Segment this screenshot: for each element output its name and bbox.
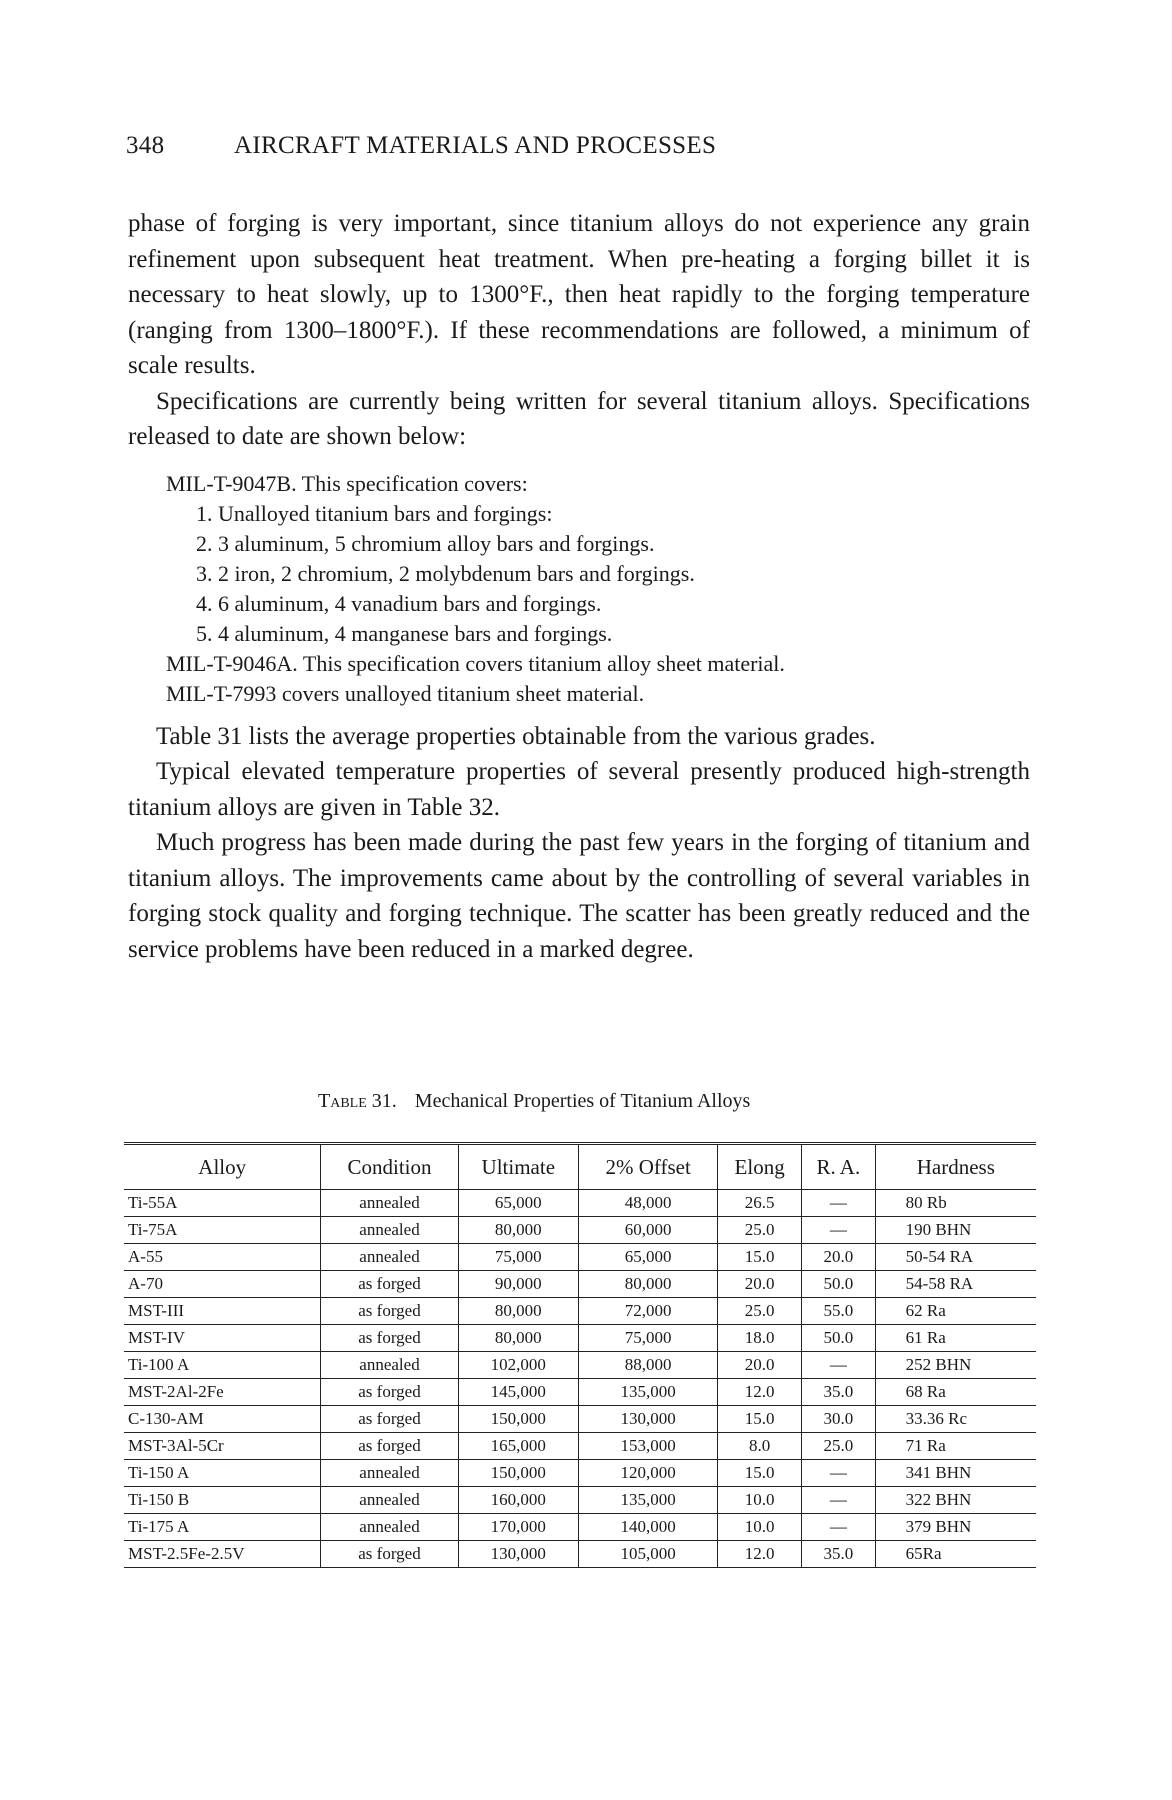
table-cell: annealed	[321, 1487, 458, 1514]
table-row	[124, 1541, 1036, 1568]
table-cell: —	[802, 1190, 876, 1217]
table-cell: 61 Ra	[875, 1325, 1036, 1352]
table-cell: —	[802, 1514, 876, 1541]
table-row	[124, 1325, 1036, 1352]
table-cell: 25.0	[718, 1298, 802, 1325]
table-cell: 75,000	[579, 1325, 718, 1352]
body-text	[128, 206, 1030, 967]
table-cell: 135,000	[579, 1487, 718, 1514]
page-number: 348	[126, 132, 165, 159]
spec-list	[166, 469, 1030, 709]
table-cell: 35.0	[802, 1379, 876, 1406]
table-cell: 12.0	[718, 1541, 802, 1568]
table-cell: 105,000	[579, 1541, 718, 1568]
table-cell: 170,000	[458, 1514, 579, 1541]
table-cell: 33.36 Rc	[875, 1406, 1036, 1433]
table-cell: 48,000	[579, 1190, 718, 1217]
table-cell: 145,000	[458, 1379, 579, 1406]
table-cell: 30.0	[802, 1406, 876, 1433]
page-header	[126, 132, 716, 160]
paragraph: Typical elevated temperature properties of several presently produced high-strength titanium alloys are given in Table 32.	[128, 758, 1030, 821]
table-cell: 150,000	[458, 1460, 579, 1487]
table-cell: 80,000	[458, 1298, 579, 1325]
table-row	[124, 1487, 1036, 1514]
table-cell: 65,000	[458, 1190, 579, 1217]
table-cell: MST-2.5Fe-2.5V	[124, 1541, 321, 1568]
column-header: Hardness	[875, 1144, 1036, 1190]
table-cell: 20.0	[802, 1244, 876, 1271]
table-cell: 252 BHN	[875, 1352, 1036, 1379]
table-cell: 25.0	[802, 1433, 876, 1460]
spec-item: MIL-T-9046A. This specification covers titanium alloy sheet material.	[166, 650, 785, 676]
table-cell: Ti-150 A	[124, 1460, 321, 1487]
table-cell: Ti-100 A	[124, 1352, 321, 1379]
table-row	[124, 1379, 1036, 1406]
table-row	[124, 1298, 1036, 1325]
table-cell: 65,000	[579, 1244, 718, 1271]
table-header-row	[124, 1144, 1036, 1190]
paragraph: phase of forging is very important, since titanium alloys do not experience any grain refinement upon subsequent heat treatment. When pre-heating a forging billet it is necessary to heat slowly, up to 1300°F., then heat rapidly to the forging temperature (ranging from 1300–1800°F.). If these recommendations are followed, a minimum of scale results.	[128, 210, 1030, 379]
table-row	[124, 1244, 1036, 1271]
table-cell: MST-IV	[124, 1325, 321, 1352]
table-cell: 62 Ra	[875, 1298, 1036, 1325]
column-header: 2% Offset	[579, 1144, 718, 1190]
table-cell: as forged	[321, 1433, 458, 1460]
table-cell: 20.0	[718, 1352, 802, 1379]
table-cell: 60,000	[579, 1217, 718, 1244]
table-cell: 50.0	[802, 1325, 876, 1352]
table-cell: 50-54 RA	[875, 1244, 1036, 1271]
table-row	[124, 1433, 1036, 1460]
table-cell: Ti-55A	[124, 1190, 321, 1217]
table-cell: MST-3Al-5Cr	[124, 1433, 321, 1460]
table-caption	[318, 1090, 750, 1113]
table-cell: as forged	[321, 1298, 458, 1325]
table-row	[124, 1352, 1036, 1379]
table-cell: 55.0	[802, 1298, 876, 1325]
table-cell: MST-III	[124, 1298, 321, 1325]
table-cell: C-130-AM	[124, 1406, 321, 1433]
table-cell: Ti-175 A	[124, 1514, 321, 1541]
paragraph: Much progress has been made during the past few years in the forging of titanium and titanium alloys. The improvements came about by the controlling of several variables in forging stock quality and forging technique. The scatter has been greatly reduced and the service problems have been reduced in a marked degree.	[128, 829, 1030, 963]
table-cell: 322 BHN	[875, 1487, 1036, 1514]
spec-subitem: 5. 4 aluminum, 4 manganese bars and forgings.	[196, 620, 613, 646]
table-cell: 130,000	[579, 1406, 718, 1433]
table-cell: A-55	[124, 1244, 321, 1271]
table-cell: 8.0	[718, 1433, 802, 1460]
table-cell: 88,000	[579, 1352, 718, 1379]
table-cell: 130,000	[458, 1541, 579, 1568]
table-cell: 190 BHN	[875, 1217, 1036, 1244]
table-cell: 75,000	[458, 1244, 579, 1271]
table-row	[124, 1460, 1036, 1487]
table-cell: as forged	[321, 1406, 458, 1433]
spec-subitem: 3. 2 iron, 2 chromium, 2 molybdenum bars and forgings.	[196, 560, 695, 586]
table-cell: as forged	[321, 1271, 458, 1298]
table-cell: 153,000	[579, 1433, 718, 1460]
table-cell: annealed	[321, 1217, 458, 1244]
table-cell: 120,000	[579, 1460, 718, 1487]
table-cell: 72,000	[579, 1298, 718, 1325]
table-row	[124, 1514, 1036, 1541]
column-header: Condition	[321, 1144, 458, 1190]
table-cell: MST-2Al-2Fe	[124, 1379, 321, 1406]
table-row	[124, 1271, 1036, 1298]
table-cell: 15.0	[718, 1244, 802, 1271]
table-label: Table 31.	[318, 1090, 397, 1112]
table-cell: 35.0	[802, 1541, 876, 1568]
table-row	[124, 1190, 1036, 1217]
table-cell: —	[802, 1352, 876, 1379]
table-cell: annealed	[321, 1190, 458, 1217]
spec-item: MIL-T-7993 covers unalloyed titanium sheet material.	[166, 680, 645, 706]
table-cell: A-70	[124, 1271, 321, 1298]
table-title: Mechanical Properties of Titanium Alloys	[414, 1090, 751, 1112]
table-cell: 50.0	[802, 1271, 876, 1298]
spec-subitem: 4. 6 aluminum, 4 vanadium bars and forgings.	[196, 590, 602, 616]
table-cell: 25.0	[718, 1217, 802, 1244]
table-cell: —	[802, 1487, 876, 1514]
table-cell: —	[802, 1460, 876, 1487]
table-cell: 15.0	[718, 1460, 802, 1487]
table-cell: annealed	[321, 1352, 458, 1379]
running-title: AIRCRAFT MATERIALS AND PROCESSES	[234, 132, 717, 159]
table-cell: Ti-150 B	[124, 1487, 321, 1514]
table-cell: 10.0	[718, 1487, 802, 1514]
table-cell: 15.0	[718, 1406, 802, 1433]
table-cell: 90,000	[458, 1271, 579, 1298]
paragraph: Specifications are currently being written for several titanium alloys. Specifications released to date are shown below:	[128, 387, 1030, 450]
table-cell: 80 Rb	[875, 1190, 1036, 1217]
table-cell: 71 Ra	[875, 1433, 1036, 1460]
table-cell: 80,000	[458, 1325, 579, 1352]
table-cell: 102,000	[458, 1352, 579, 1379]
table-cell: Ti-75A	[124, 1217, 321, 1244]
table-cell: 12.0	[718, 1379, 802, 1406]
table-cell: annealed	[321, 1514, 458, 1541]
table-cell: as forged	[321, 1541, 458, 1568]
table-cell: 54-58 RA	[875, 1271, 1036, 1298]
table-cell: 65Ra	[875, 1541, 1036, 1568]
table-cell: 379 BHN	[875, 1514, 1036, 1541]
column-header: Elong	[718, 1144, 802, 1190]
table-cell: as forged	[321, 1379, 458, 1406]
table-cell: annealed	[321, 1460, 458, 1487]
table-cell: annealed	[321, 1244, 458, 1271]
table-cell: 140,000	[579, 1514, 718, 1541]
table-cell: 10.0	[718, 1514, 802, 1541]
properties-table	[124, 1142, 1036, 1568]
table-row	[124, 1217, 1036, 1244]
column-header: R. A.	[802, 1144, 876, 1190]
table-cell: 135,000	[579, 1379, 718, 1406]
column-header: Ultimate	[458, 1144, 579, 1190]
table-cell: 26.5	[718, 1190, 802, 1217]
column-header: Alloy	[124, 1144, 321, 1190]
table-cell: 165,000	[458, 1433, 579, 1460]
spec-item: MIL-T-9047B. This specification covers:	[166, 470, 528, 496]
table-cell: 68 Ra	[875, 1379, 1036, 1406]
spec-subitem: 1. Unalloyed titanium bars and forgings:	[196, 500, 553, 526]
paragraph: Table 31 lists the average properties obtainable from the various grades.	[156, 722, 876, 750]
table-cell: 18.0	[718, 1325, 802, 1352]
spec-subitem: 2. 3 aluminum, 5 chromium alloy bars and forgings.	[196, 530, 655, 556]
table-cell: 80,000	[579, 1271, 718, 1298]
table-cell: 80,000	[458, 1217, 579, 1244]
table-cell: 341 BHN	[875, 1460, 1036, 1487]
table-cell: —	[802, 1217, 876, 1244]
table-row	[124, 1406, 1036, 1433]
table-cell: 20.0	[718, 1271, 802, 1298]
table-cell: 150,000	[458, 1406, 579, 1433]
table-cell: 160,000	[458, 1487, 579, 1514]
table-cell: as forged	[321, 1325, 458, 1352]
